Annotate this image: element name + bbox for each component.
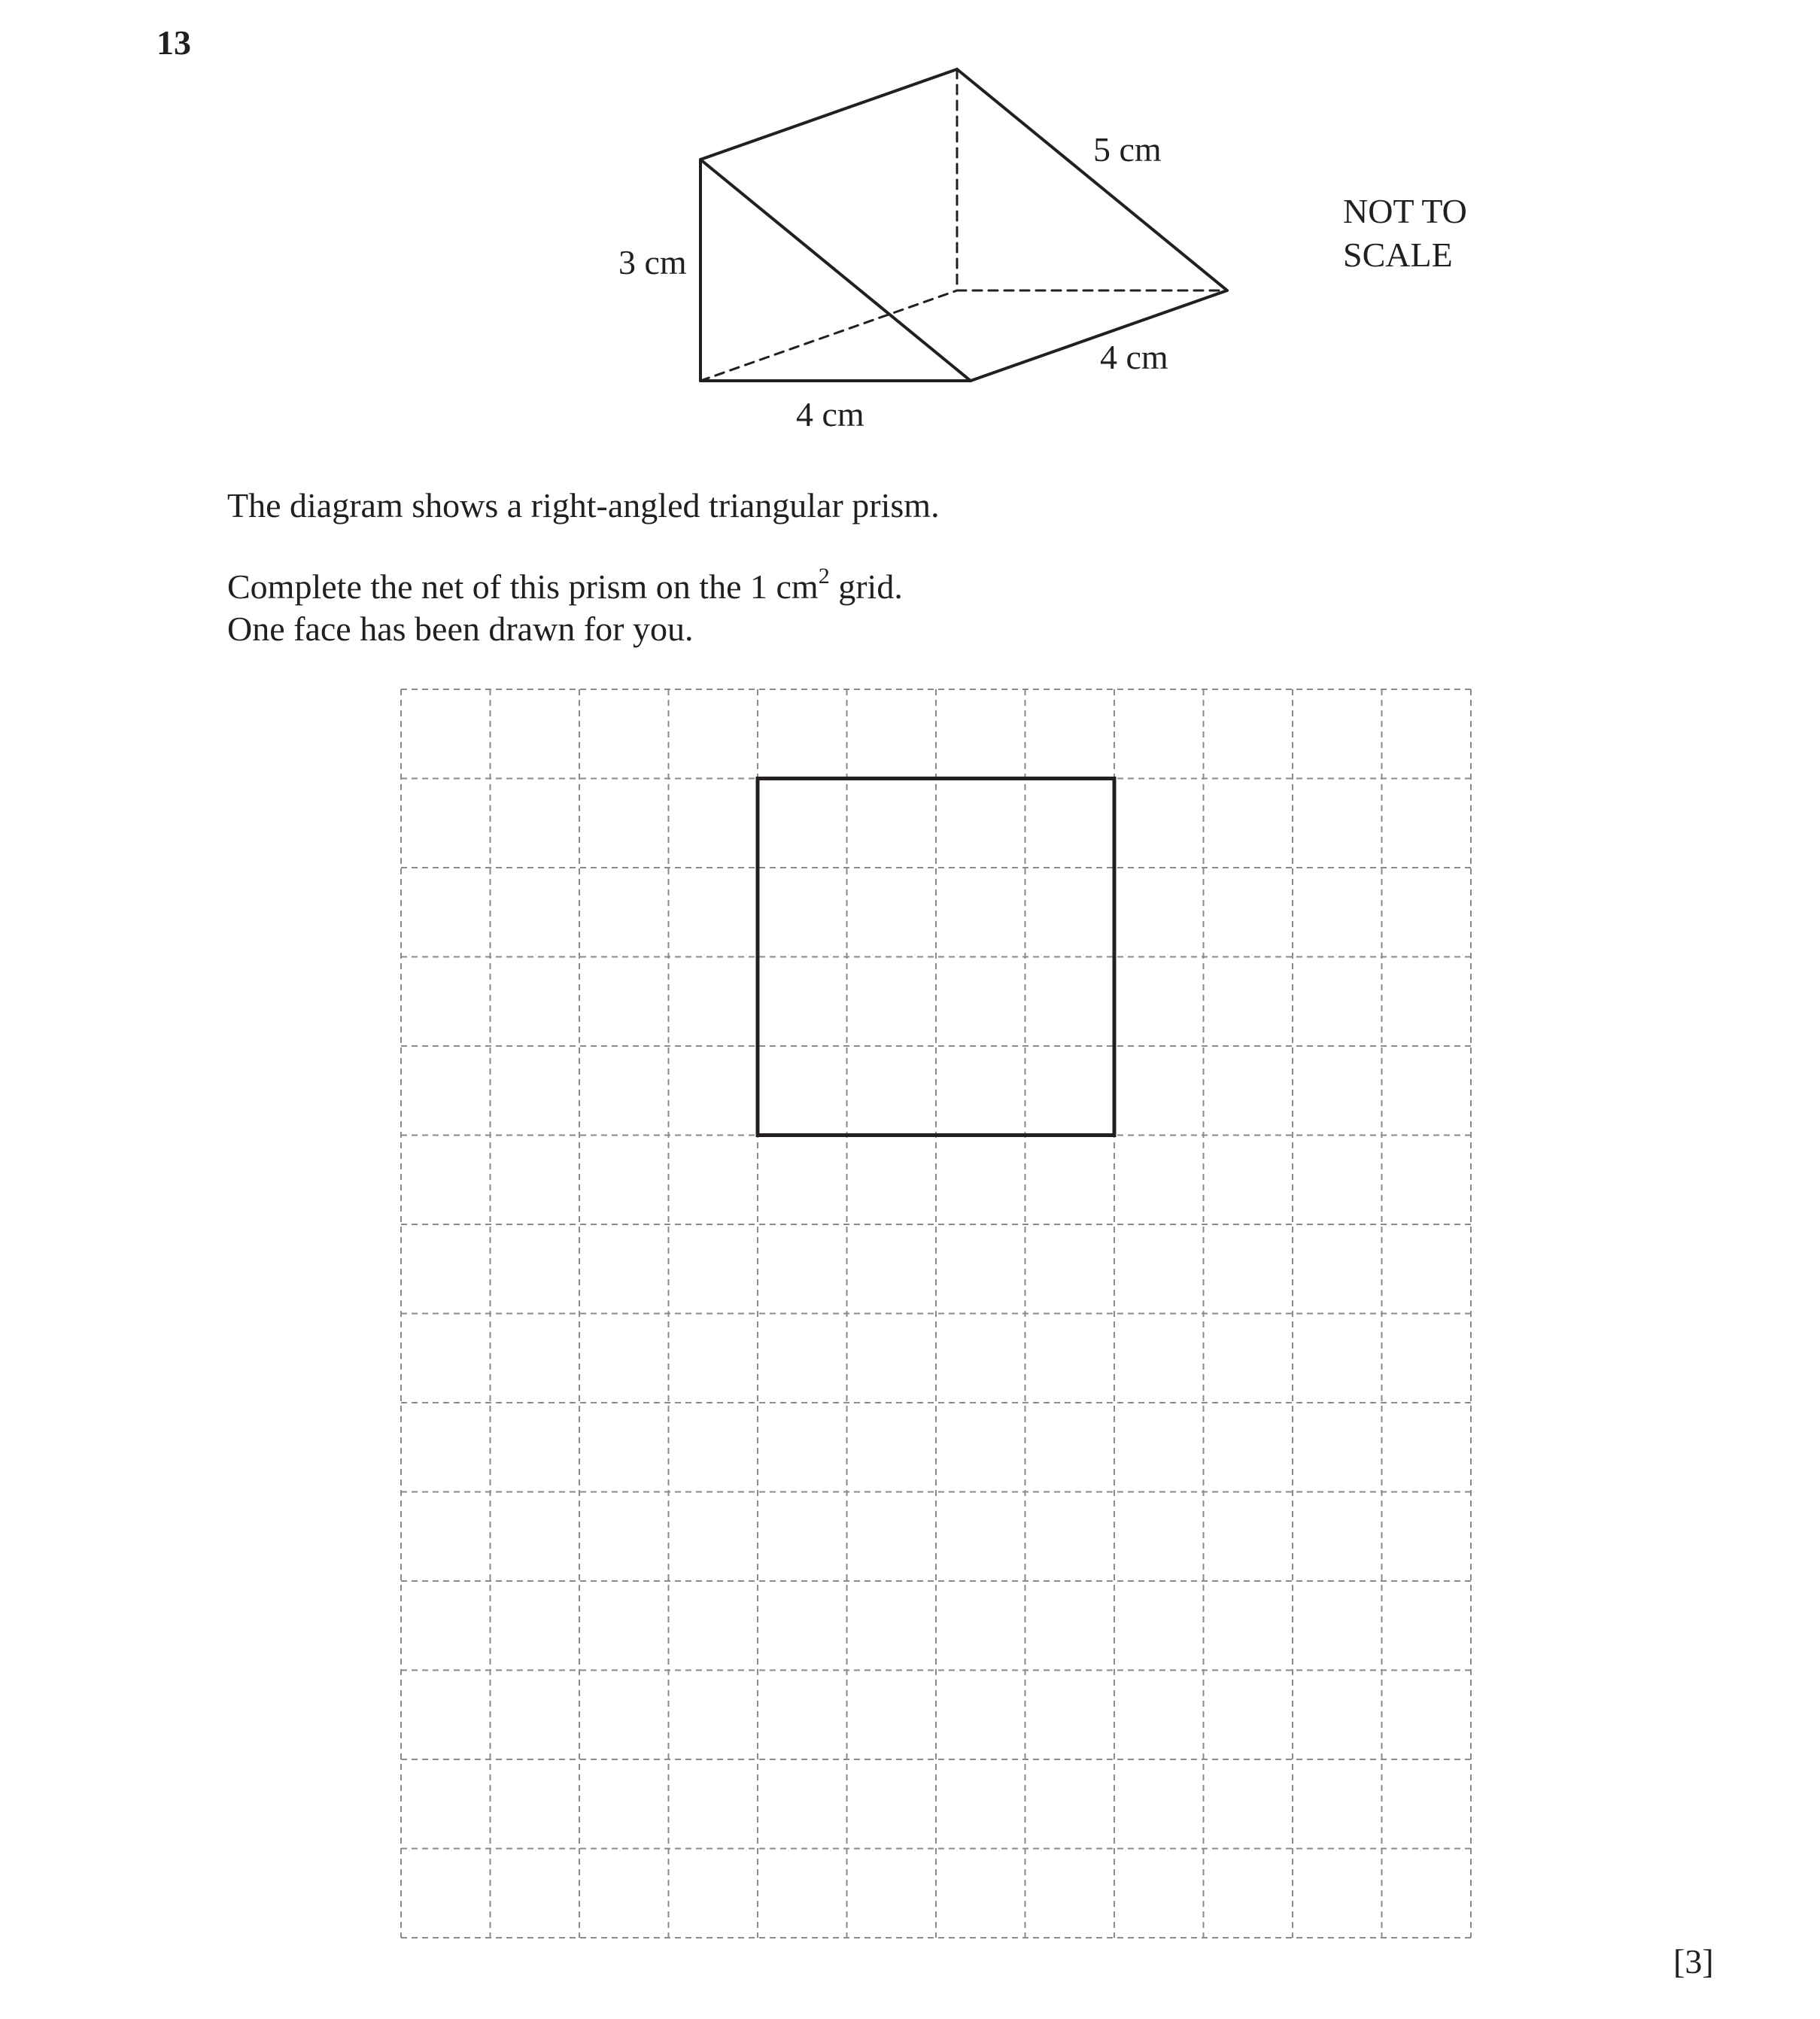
not-to-scale-line-1: NOT TO xyxy=(1343,192,1467,230)
base-label: 4 cm xyxy=(796,395,864,433)
question-note: One face has been drawn for you. xyxy=(227,610,694,648)
length-label: 4 cm xyxy=(1100,338,1168,376)
question-statement: The diagram shows a right-angled triangular prism. xyxy=(227,486,940,525)
not-to-scale-line-2: SCALE xyxy=(1343,236,1453,274)
hypotenuse-label: 5 cm xyxy=(1093,130,1162,169)
instruction-text-end: grid. xyxy=(829,567,903,606)
marks-indicator: [3] xyxy=(1673,1942,1714,1981)
height-label: 3 cm xyxy=(618,243,687,281)
question-number: 13 xyxy=(156,23,191,62)
squared-superscript: 2 xyxy=(818,563,830,588)
instruction-text: Complete the net of this prism on the 1 cm xyxy=(227,567,819,606)
